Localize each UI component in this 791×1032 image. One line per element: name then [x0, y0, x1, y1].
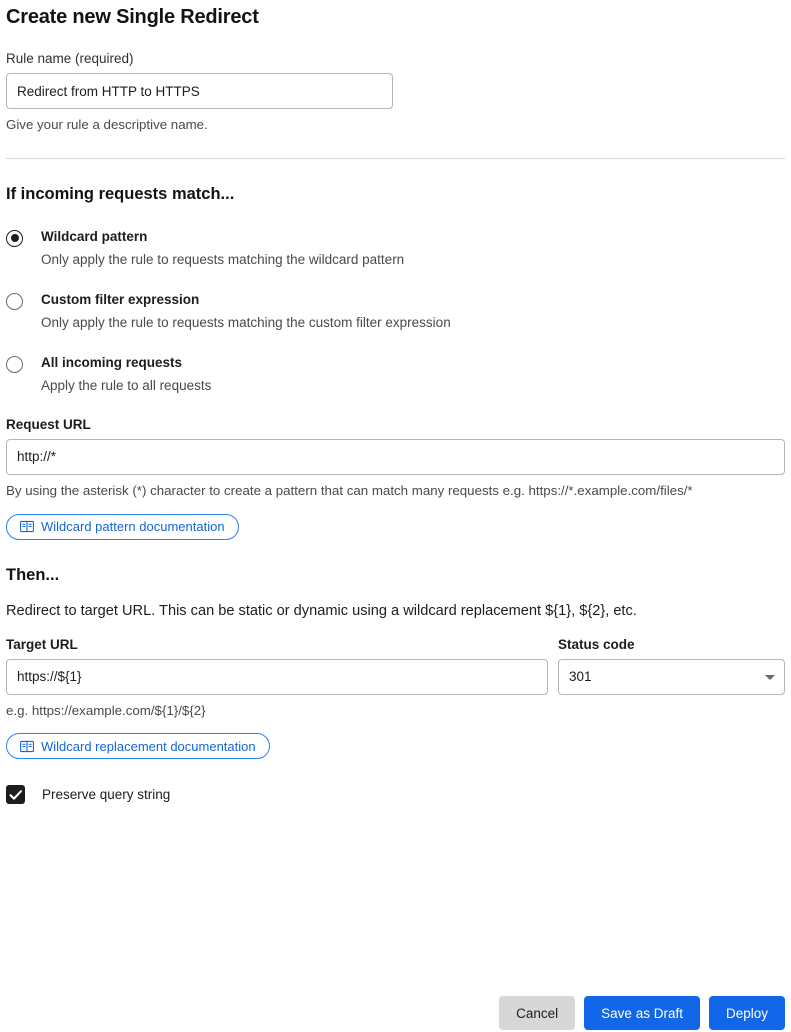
radio-label-all-incoming-requests: All incoming requests — [41, 354, 183, 370]
request-url-help: By using the asterisk (*) character to create a pattern that can match many requests e.g. https://*.example.com/files/* — [6, 482, 693, 498]
deploy-button[interactable]: Deploy — [709, 996, 785, 1030]
radio-label-wildcard-pattern: Wildcard pattern — [41, 228, 148, 244]
preserve-query-string-row[interactable] — [6, 785, 785, 804]
preserve-query-string-label: Preserve query string — [42, 787, 171, 803]
radio-icon-custom-filter-expression[interactable] — [6, 293, 23, 310]
target-url-input[interactable] — [6, 659, 548, 695]
radio-icon-wildcard-pattern[interactable] — [6, 230, 23, 247]
create-single-redirect-form — [0, 6, 791, 1032]
wildcard-replacement-documentation-link[interactable] — [6, 733, 270, 759]
target-url-help: e.g. https://example.com/${1}/${2} — [6, 702, 206, 718]
radio-option-wildcard-pattern[interactable] — [6, 228, 785, 269]
target-and-status-row — [6, 637, 785, 695]
status-code-label: Status code — [558, 636, 635, 652]
wildcard-pattern-documentation-label: Wildcard pattern documentation — [41, 519, 225, 534]
chevron-down-icon[interactable] — [765, 675, 775, 680]
save-as-draft-button[interactable]: Save as Draft — [584, 996, 700, 1030]
section-divider — [6, 158, 785, 159]
page-title: Create new Single Redirect — [6, 6, 259, 28]
then-section-description: Redirect to target URL. This can be static or dynamic using a wildcard replacement ${1}, ${2}, etc. — [6, 602, 637, 619]
radio-desc-custom-filter-expression: Only apply the rule to requests matching the custom filter expression — [41, 314, 451, 330]
radio-option-custom-filter-expression[interactable] — [6, 291, 785, 332]
wildcard-replacement-documentation-label: Wildcard replacement documentation — [41, 738, 256, 754]
request-url-label: Request URL — [6, 416, 91, 432]
radio-desc-wildcard-pattern: Only apply the rule to requests matching the wildcard pattern — [41, 251, 405, 267]
status-code-value[interactable]: 301 — [558, 659, 785, 695]
match-section-title: If incoming requests match... — [6, 184, 235, 203]
radio-option-all-incoming-requests[interactable] — [6, 354, 785, 395]
form-actions — [499, 996, 785, 1030]
book-icon — [20, 520, 34, 533]
radio-icon-all-incoming-requests[interactable] — [6, 356, 23, 373]
status-code-select[interactable] — [558, 659, 785, 695]
rule-name-input[interactable] — [6, 73, 393, 109]
then-section-title: Then... — [6, 565, 60, 584]
rule-name-help: Give your rule a descriptive name. — [6, 117, 208, 132]
request-url-input[interactable] — [6, 439, 785, 475]
wildcard-pattern-documentation-link[interactable] — [6, 514, 239, 540]
radio-label-custom-filter-expression: Custom filter expression — [41, 291, 200, 307]
cancel-button[interactable]: Cancel — [499, 996, 575, 1030]
radio-desc-all-incoming-requests: Apply the rule to all requests — [41, 377, 212, 393]
book-icon — [20, 740, 34, 753]
preserve-query-string-checkbox[interactable] — [6, 785, 25, 804]
target-url-label: Target URL — [6, 636, 78, 652]
rule-name-label: Rule name (required) — [6, 51, 134, 66]
match-radio-group — [6, 228, 785, 395]
